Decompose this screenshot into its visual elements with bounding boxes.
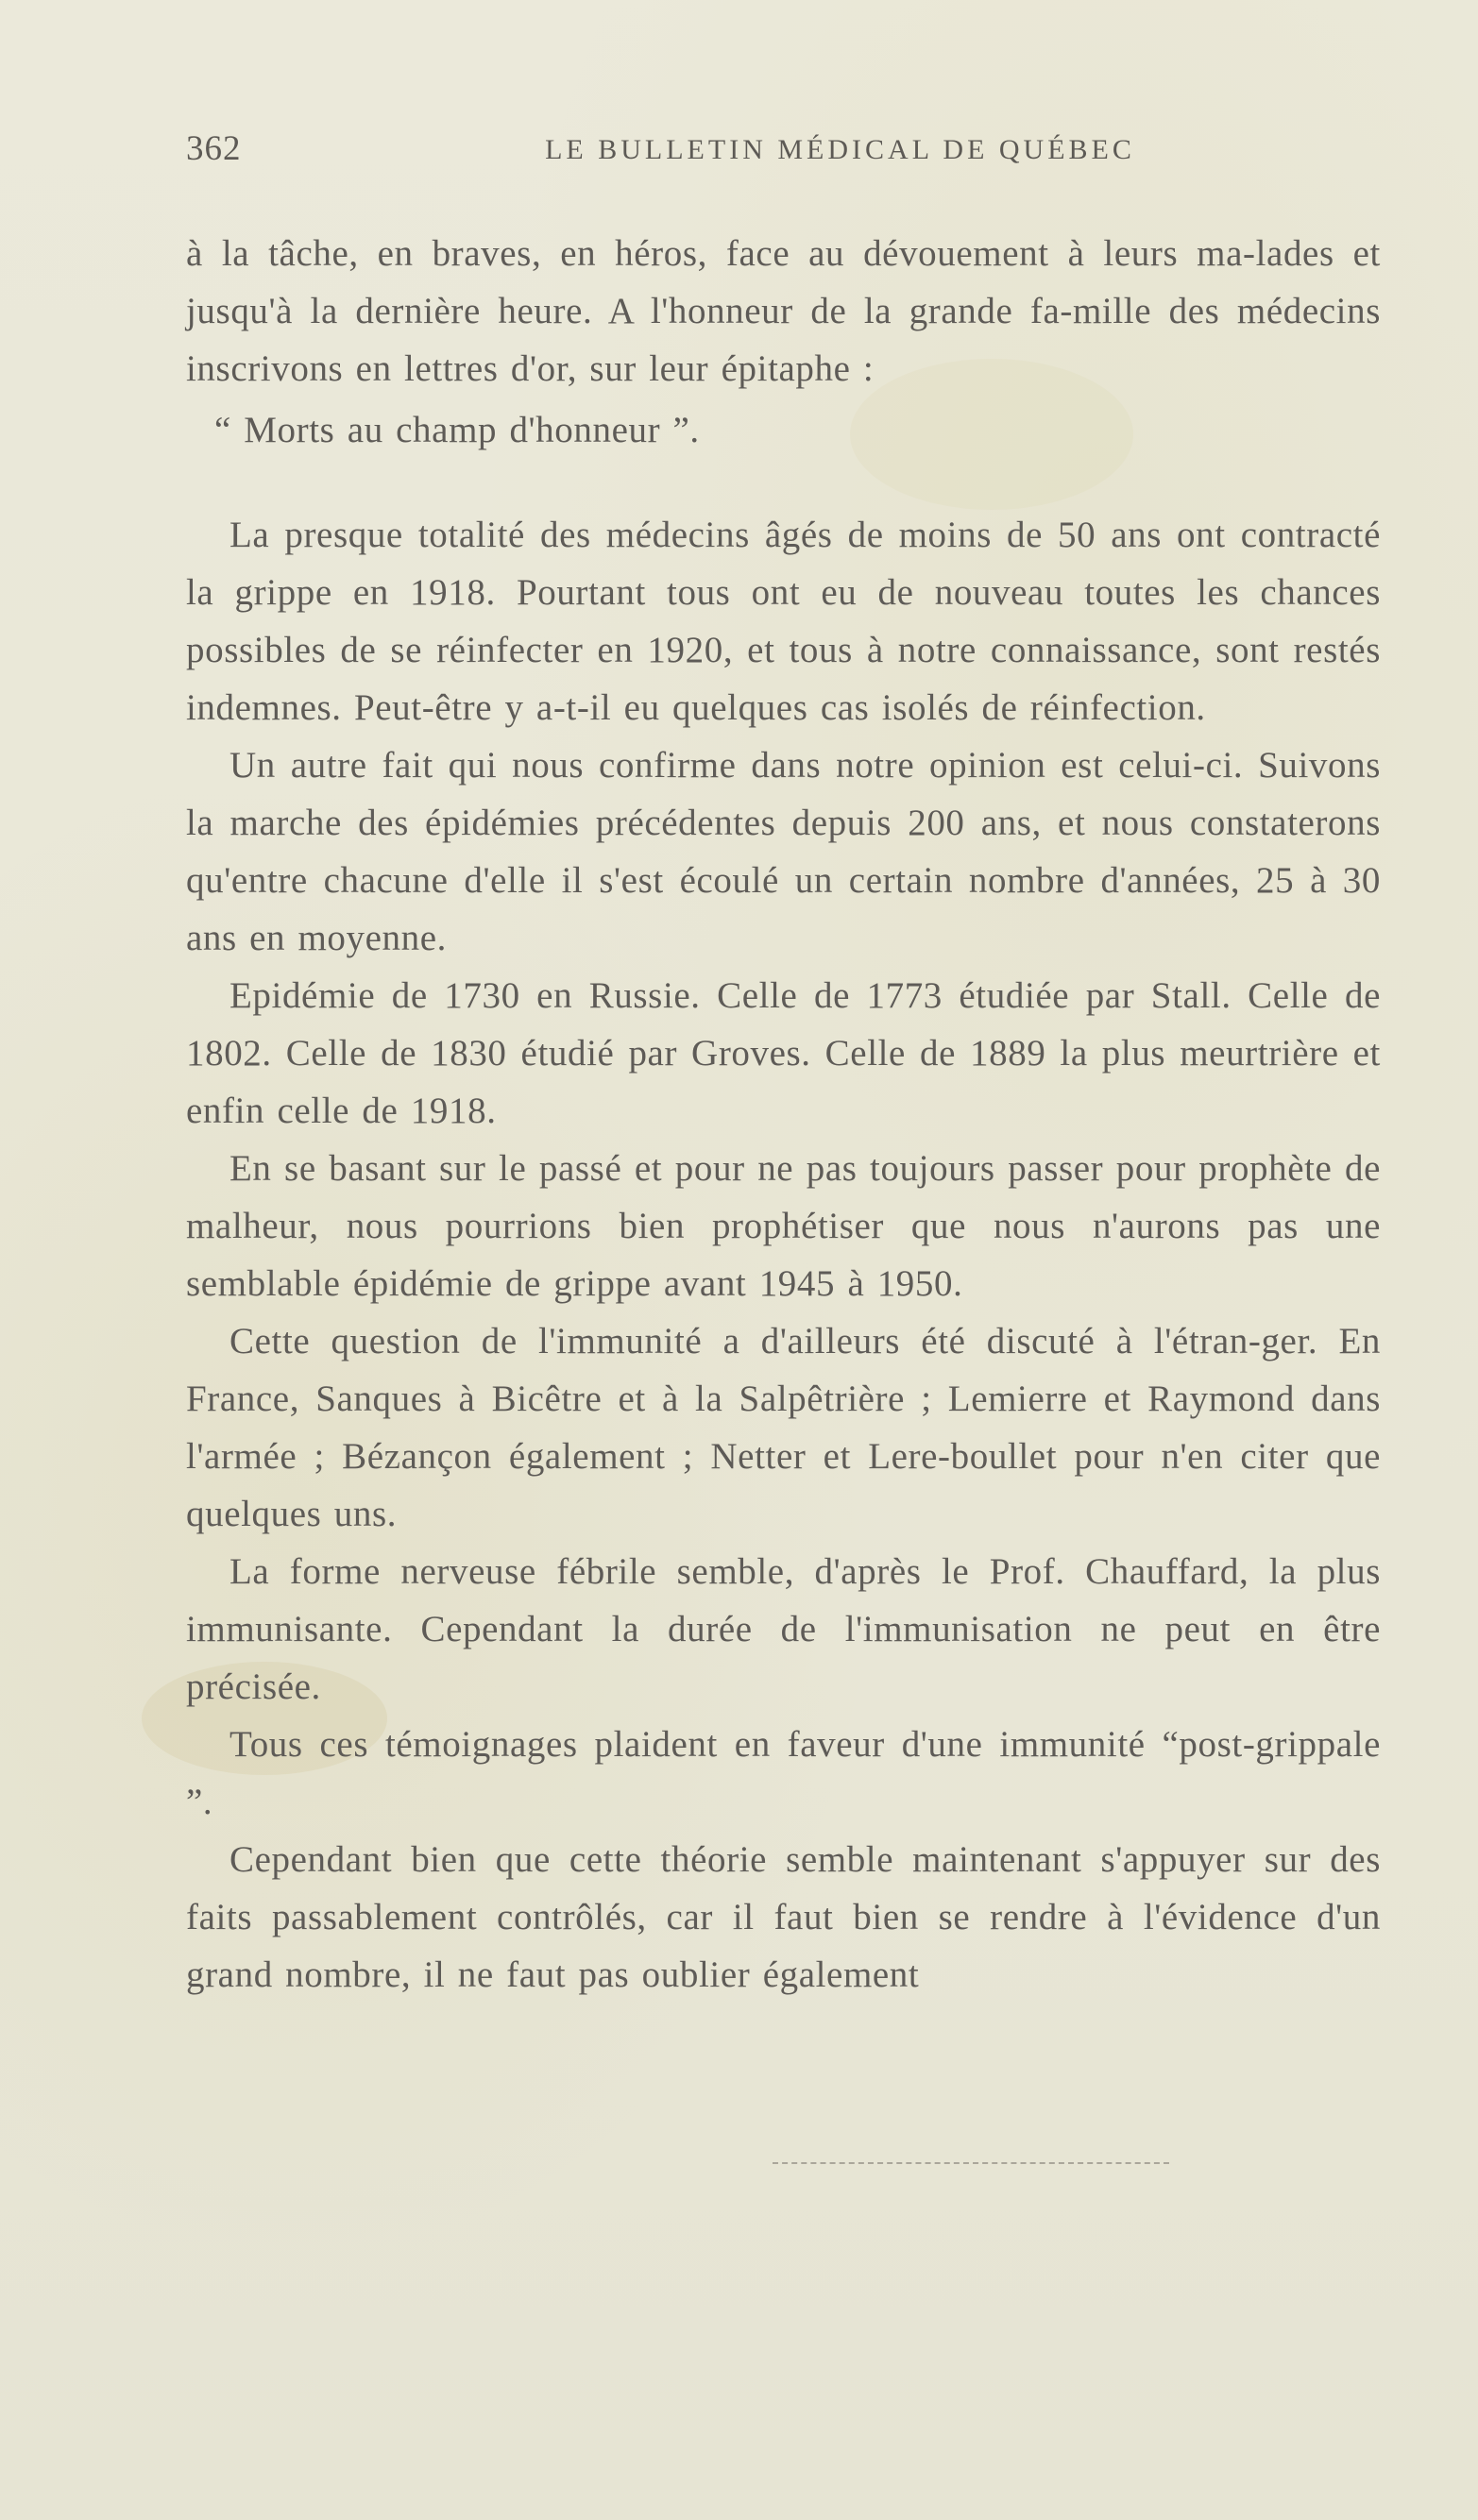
paragraph: La presque totalité des médecins âgés de moins de 50 ans ont contracté la grippe en 1918. Pourtant tous ont eu de nouveau toutes les chances possibles de se réinfecter en 1920, et tous à notre connaissance, sont restés indemnes. Peut-être y a-t-il eu quelques cas isolés de réinfection.	[186, 515, 1381, 728]
paragraph: Epidémie de 1730 en Russie. Celle de 1773 étudiée par Stall. Celle de 1802. Celle de 1830 étudié par Groves. Celle de 1889 la plus meurtrière et enfin celle de 1918.	[186, 975, 1381, 1131]
page-header	[186, 128, 1381, 176]
epitaph-quote: “ Morts au champ d'honneur ”.	[214, 410, 700, 450]
paragraph: Cette question de l'immunité a d'ailleurs été discuté à l'étran-ger. En France, Sanques à Bicêtre et à la Salpêtrière ; Lemierre et Raymond dans l'armée ; Bézançon également ; Netter et Lere-boullet pour n'en citer que quelques uns.	[186, 1321, 1381, 1534]
paragraph: Cependant bien que cette théorie semble maintenant s'appuyer sur des faits passablement contrôlés, car il faut bien se rendre à l'évidence d'un grand nombre, il ne faut pas oublier également	[186, 1839, 1381, 1995]
paragraph: Tous ces témoignages plaident en faveur d'une immunité “post-grippale ”.	[186, 1724, 1381, 1822]
paragraph: La forme nerveuse fébrile semble, d'après le Prof. Chauffard, la plus immunisante. Cependant la durée de l'immunisation ne peut en être précisée.	[186, 1551, 1381, 1707]
page-number: 362	[186, 129, 242, 168]
body-text	[186, 225, 1381, 2004]
paragraph: En se basant sur le passé et pour ne pas toujours passer pour prophète de malheur, nous pourrions bien prophétiser que nous n'aurons pas une semblable épidémie de grippe avant 1945 à 1950.	[186, 1148, 1381, 1304]
paragraph: à la tâche, en braves, en héros, face au dévouement à leurs ma-lades et jusqu'à la dernière heure. A l'honneur de la grande fa-mille des médecins inscrivons en lettres d'or, sur leur épitaphe :	[186, 233, 1381, 389]
bottom-rule	[773, 2162, 1169, 2164]
running-title: LE BULLETIN MÉDICAL DE QUÉBEC	[545, 134, 1135, 165]
paragraph: Un autre fait qui nous confirme dans notre opinion est celui-ci. Suivons la marche des épidémies précédentes depuis 200 ans, et nous constaterons qu'entre chacune d'elle il s'est écoulé un certain nombre d'années, 25 à 30 ans en moyenne.	[186, 745, 1381, 958]
